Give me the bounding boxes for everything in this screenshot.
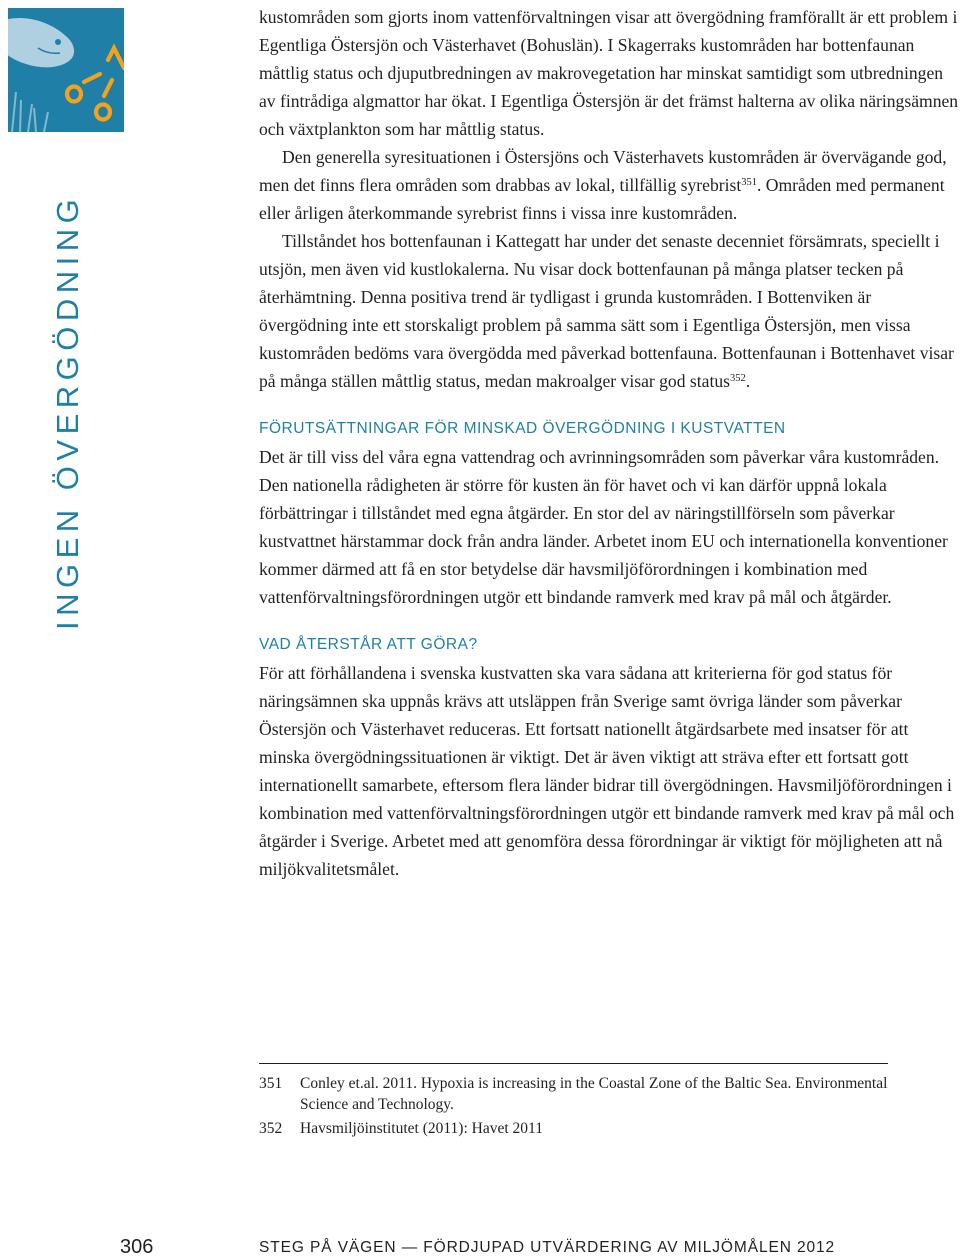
paragraph-2	[259, 143, 959, 227]
body-text	[259, 3, 959, 883]
paragraph-2-part-a: Den generella syresituationen i Östersjöns och Västerhavets kustområden är övervägande god, men det finns flera områden som drabbas av lokal, tillfällig syrebrist	[259, 147, 947, 195]
page-number: 306	[120, 1236, 154, 1258]
footnote-ref-352[interactable]: 352	[730, 373, 746, 384]
paragraph-4: Det är till viss del våra egna vattendrag och avrinningsområden som påverkar våra kustområden. Den nationella rådigheten är större för kusten än för havet och vi kan därför uppnå lokala förbättringar i tillståndet med egna åtgärder. En stor del av näringstillförseln som påverkar kustvattnet härstammar dock från andra länder. Arbetet inom EU och internationella konventioner kommer därmed att få en stor betydelse där havsmiljöförordningen i kombination med vattenförvaltningsförordningen utgör ett bindande ramverk med krav på mål och åtgärder.	[259, 447, 948, 607]
ingen-overgodning-logo	[8, 8, 124, 132]
footnote-text: Conley et.al. 2011. Hypoxia is increasing in the Coastal Zone of the Baltic Sea. Environmental Science and Technology.	[300, 1075, 888, 1113]
footnote-number: 352	[259, 1120, 283, 1137]
chapter-side-title: INGEN ÖVERGÖDNING	[50, 193, 85, 630]
fish-eye	[55, 39, 61, 45]
section-heading-vad-aterstar: VAD ÅTERSTÅR ATT GÖRA?	[259, 636, 478, 653]
fish-logo-icon	[8, 8, 124, 132]
section-heading-forutsattningar: FÖRUTSÄTTNINGAR FÖR MINSKAD ÖVERGÖDNING I KUSTVATTEN	[259, 420, 786, 437]
paragraph-3	[259, 227, 959, 395]
paragraph-3-part-a: Tillståndet hos bottenfaunan i Kattegatt har under det senaste decenniet försämrats, speciellt i utsjön, men även vid kustlokalerna. Nu visar dock bottenfaunan på många platser tecken på återhämtning. Denna positiva trend är tydligast i grunda kustområden. I Bottenviken är övergödning inte ett storskaligt problem på samma sätt som i Egentliga Östersjön, men vissa kustområden bedöms vara övergödda med påverkad bottenfauna. Bottenfaunan i Bottenhavet visar på många ställen måttlig status, medan makroalger visar god status	[259, 231, 954, 391]
paragraph-1: kustområden som gjorts inom vattenförvaltningen visar att övergödning framförallt är ett problem i Egentliga Östersjön och Västerhavet (Bohuslän). I Skagerraks kustområden har bottenfaunan måttlig status och djuputbredningen av makrovegetation har minskat samtidigt som utbredningen av fintrådiga algmattor har ökat. I Egentliga Östersjön är det främst halterna av olika näringsämnen och växtplankton som har måttlig status.	[259, 7, 959, 139]
paragraph-2-part-b: . Områden med permanent eller årligen återkommande syrebrist finns i vissa inre kustområden.	[259, 175, 945, 223]
footnote-number: 351	[259, 1075, 283, 1092]
footnote-text: Havsmiljöinstitutet (2011): Havet 2011	[300, 1120, 543, 1137]
paragraph-5: För att förhållandena i svenska kustvatten ska vara sådana att kriterierna för god status för näringsämnen ska uppnås krävs att utsläppen från Sverige samt övriga länder som påverkar Östersjön och Västerhavet reduceras. Ett fortsatt nationellt åtgärdsarbete med insatser för att minska övergödningssituationen är viktigt. Det är även viktigt att sträva efter ett fortsatt gott internationellt samarbete, eftersom flera länder bidrar till övergödningen. Havsmiljöförordningen i kombination med vattenförvaltningsförordningen utgör ett bindande ramverk med krav på mål och åtgärder i Sverige. Arbetet med att genomföra dessa förordningar är viktigt för möjligheten att nå miljökvalitetsmålet.	[259, 663, 955, 879]
footnote-divider	[259, 1063, 888, 1064]
footnote-351	[259, 1073, 939, 1115]
paragraph-3-part-b: .	[745, 371, 751, 391]
footnotes	[259, 1073, 939, 1139]
running-title: STEG PÅ VÄGEN — FÖRDJUPAD UTVÄRDERING AV MILJÖMÅLEN 2012	[259, 1239, 836, 1256]
footnote-352	[259, 1118, 939, 1139]
footnote-ref-351[interactable]: 351	[741, 177, 757, 188]
